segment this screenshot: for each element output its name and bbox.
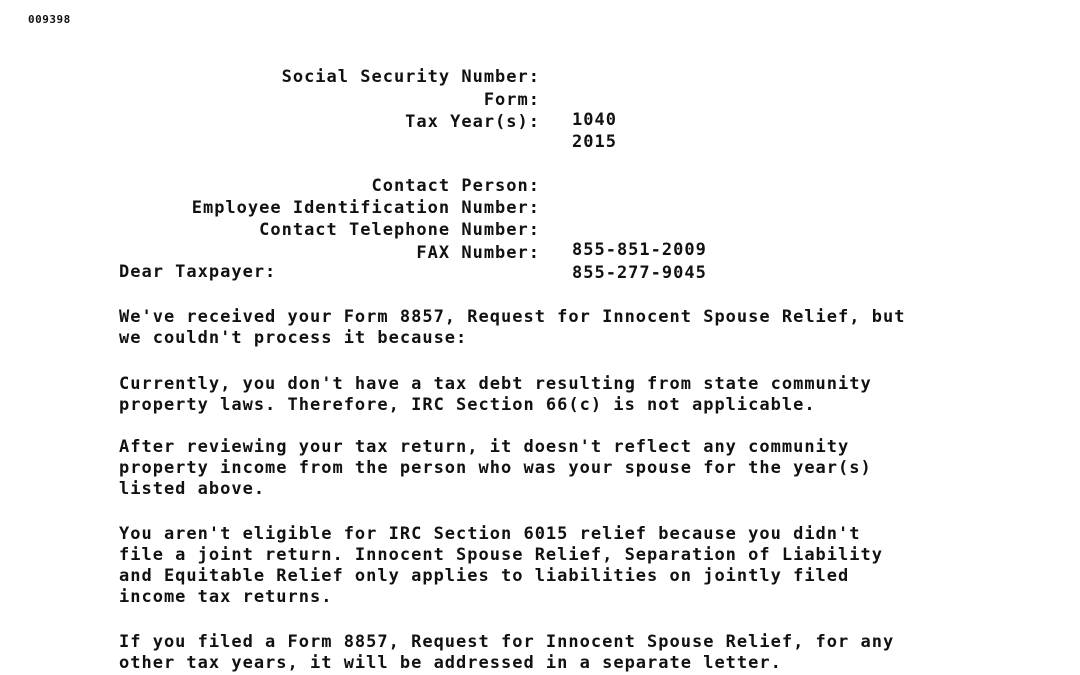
fax-value: 855-277-9045 bbox=[572, 263, 707, 283]
salutation: Dear Taxpayer: bbox=[119, 262, 277, 282]
paragraph-4: You aren't eligible for IRC Section 6015 relief because you didn't file a joint return. Innocent Spouse Relief, Separation of Liability and Equitable Relief only applies to liabilities on jointly filed income tax returns. bbox=[119, 524, 883, 607]
ssn-row bbox=[0, 47, 1080, 87]
form-value: 1040 bbox=[572, 110, 617, 130]
ssn-label: Social Security Number: bbox=[281, 67, 540, 87]
document-id: 009398 bbox=[28, 13, 71, 26]
paragraph-1: We've received your Form 8857, Request for Innocent Spouse Relief, but we couldn't process it because: bbox=[119, 307, 906, 348]
contact-phone-label: Contact Telephone Number: bbox=[259, 220, 540, 240]
contact-person-label: Contact Person: bbox=[371, 176, 540, 196]
employee-id-row bbox=[0, 178, 1080, 218]
employee-id-label: Employee Identification Number: bbox=[191, 198, 540, 218]
tax-year-value: 2015 bbox=[572, 132, 617, 152]
paragraph-3: After reviewing your tax return, it doesn't reflect any community property income from the person who was your spouse for the year(s) listed above. bbox=[119, 437, 872, 499]
form-label: Form: bbox=[483, 90, 540, 110]
tax-year-label: Tax Year(s): bbox=[405, 112, 540, 132]
paragraph-5: If you filed a Form 8857, Request for Innocent Spouse Relief, for any other tax years, it will be addressed in a separate letter. bbox=[119, 632, 895, 673]
contact-phone-value: 855-851-2009 bbox=[572, 240, 707, 260]
fax-label: FAX Number: bbox=[416, 243, 540, 263]
contact-person-row bbox=[0, 156, 1080, 196]
paragraph-2: Currently, you don't have a tax debt resulting from state community property laws. Therefore, IRC Section 66(c) is not applicable. bbox=[119, 374, 872, 415]
